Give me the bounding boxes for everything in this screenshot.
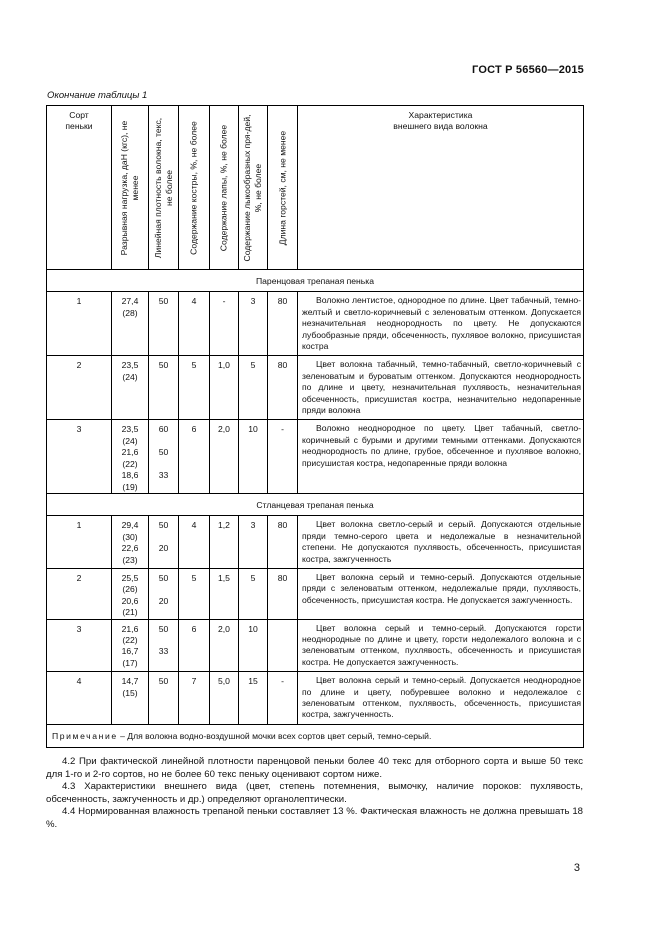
cell-density xyxy=(149,356,179,420)
cell-load-value: 27,4 xyxy=(121,296,139,307)
cell-load xyxy=(112,619,149,672)
cell-shive: 5 xyxy=(179,568,210,619)
cell-bast: 1,0 xyxy=(210,356,239,420)
cell-load-value: 20,6 xyxy=(121,595,139,606)
cell-load-value: 23,5 xyxy=(121,424,139,435)
cell-yarn: 3 xyxy=(239,516,268,569)
description-text: Волокно лентистое, однородное по длине. Цвет табачный, темно-желтый и светло-коричневый с зеленоватым оттенком. Допускается незначительная неоднородность по цвету. Не допускаются лубообразные пряди, обсеченность, пухлявое волокно, присушистая костра xyxy=(302,295,581,352)
cell-density-value: 50 xyxy=(158,623,169,634)
paragraph-4-3: 4.3 Характеристики внешнего вида (цвет, степень потемнения, вымочку, наличие пороков: пухлявость, обсеченность, зажгученность и др.) определяют органолептически. xyxy=(46,781,583,805)
cell-load xyxy=(112,568,149,619)
cell-density-value: 60 xyxy=(158,424,169,435)
cell-density xyxy=(149,292,179,356)
specification-table xyxy=(46,105,584,748)
body-paragraphs xyxy=(46,756,583,832)
cell-grade: 1 xyxy=(47,292,112,356)
cell-density xyxy=(149,420,179,493)
cell-length: 80 xyxy=(268,568,298,619)
cell-description xyxy=(298,672,584,725)
header-shive: Содержание костры, %, не более xyxy=(179,106,210,270)
cell-load-value: 21,6 xyxy=(121,623,139,634)
cell-bast: 2,0 xyxy=(210,619,239,672)
cell-load-value: (15) xyxy=(122,687,138,698)
cell-shive: 6 xyxy=(179,619,210,672)
cell-load-value: (21) xyxy=(122,607,138,618)
cell-load xyxy=(112,672,149,725)
cell-grade: 3 xyxy=(47,619,112,672)
table-row xyxy=(47,420,584,493)
note-label: Примечание xyxy=(52,730,118,741)
cell-description xyxy=(298,292,584,356)
cell-density-value: 50 xyxy=(158,520,169,531)
cell-density-value: 33 xyxy=(158,646,169,657)
header-density: Линейная плотность волокна, текс, не более xyxy=(149,106,179,270)
cell-grade: 2 xyxy=(47,356,112,420)
cell-shive: 4 xyxy=(179,516,210,569)
section-title: Паренцовая трепаная пенька xyxy=(47,270,584,292)
note-row xyxy=(47,724,584,747)
description-text: Волокно неоднородное по цвету. Цвет табачный, светло-коричневый с бурыми и другими темными оттенками. Допускаются неоднородность по длине, грубое, обсеченное и пухлявое волокно, присушистая костра, недопаренные пряди волокна xyxy=(302,423,581,468)
note-text: – Для волокна водно-воздушной мочки всех сортов цвет серый, темно-серый. xyxy=(120,730,432,741)
table-row xyxy=(47,619,584,672)
cell-load-value: (22) xyxy=(122,458,138,469)
cell-description xyxy=(298,568,584,619)
cell-load xyxy=(112,420,149,493)
description-text: Цвет волокна серый и темно-серый. Допускаются отдельные пряди с зеленоватым оттенком, недолежалые пряди, пухлявость, обсеченность, присушистая костра. Не допускается зажгученность. xyxy=(302,571,581,605)
cell-shive: 7 xyxy=(179,672,210,725)
header-load: Разрывная нагрузка, даН (кгс), не менее xyxy=(112,106,149,270)
document-code: ГОСТ Р 56560—2015 xyxy=(472,64,584,76)
description-text: Цвет волокна серый и темно-серый. Допускается неоднородное по длине и цвету, побуревшее волокно и недолежалое с зеленоватым оттенком, пухлявость, обсеченность, присушистая костра, зажгученность. xyxy=(302,675,581,720)
cell-bast: 1,2 xyxy=(210,516,239,569)
cell-density-value: 50 xyxy=(158,676,169,687)
cell-description xyxy=(298,420,584,493)
cell-yarn: 10 xyxy=(239,619,268,672)
cell-load xyxy=(112,516,149,569)
cell-density xyxy=(149,516,179,569)
section-row xyxy=(47,270,584,292)
cell-load-value: (26) xyxy=(122,584,138,595)
cell-shive: 4 xyxy=(179,292,210,356)
cell-load-value: (28) xyxy=(122,307,138,318)
note-cell xyxy=(47,724,584,747)
cell-yarn: 5 xyxy=(239,356,268,420)
cell-load-value: (24) xyxy=(122,435,138,446)
cell-length: 80 xyxy=(268,356,298,420)
cell-description xyxy=(298,356,584,420)
cell-bast: 5,0 xyxy=(210,672,239,725)
cell-grade: 2 xyxy=(47,568,112,619)
table-row xyxy=(47,672,584,725)
cell-grade: 3 xyxy=(47,420,112,493)
cell-load-value: 25,5 xyxy=(121,572,139,583)
cell-density xyxy=(149,568,179,619)
table-row xyxy=(47,292,584,356)
description-text: Цвет волокна светло-серый и серый. Допускаются отдельные пряди темно-серого цвета и недолежалые в незначительной степени. Не допускаются пухлявость, обсеченность, присушистая костра, зажгученность xyxy=(302,519,581,564)
table-row xyxy=(47,516,584,569)
cell-yarn: 15 xyxy=(239,672,268,725)
table-header-row xyxy=(47,106,584,270)
cell-shive: 6 xyxy=(179,420,210,493)
section-row xyxy=(47,493,584,515)
cell-bast: - xyxy=(210,292,239,356)
header-bast: Содержание лапы, %, не более xyxy=(210,106,239,270)
cell-load-value: (17) xyxy=(122,657,138,668)
cell-load-value: 29,4 xyxy=(121,520,139,531)
page-number: 3 xyxy=(573,862,580,874)
cell-yarn: 5 xyxy=(239,568,268,619)
cell-density-value: 20 xyxy=(158,543,169,554)
cell-density-value: 50 xyxy=(158,296,169,307)
cell-description xyxy=(298,516,584,569)
paragraph-4-4: 4.4 Нормированная влажность трепаной пеньки составляет 13 %. Фактическая влажность не должна превышать 18 %. xyxy=(46,806,583,830)
cell-length: - xyxy=(268,672,298,725)
cell-density xyxy=(149,672,179,725)
cell-yarn: 3 xyxy=(239,292,268,356)
cell-bast: 1,5 xyxy=(210,568,239,619)
cell-load xyxy=(112,292,149,356)
table-row xyxy=(47,356,584,420)
section-title: Стланцевая трепаная пенька xyxy=(47,493,584,515)
header-length: Длина горстей, см, не менее xyxy=(268,106,298,270)
cell-load-value: 14,7 xyxy=(121,676,139,687)
table-caption: Окончание таблицы 1 xyxy=(47,90,148,101)
cell-yarn: 10 xyxy=(239,420,268,493)
cell-density xyxy=(149,619,179,672)
cell-bast: 2,0 xyxy=(210,420,239,493)
cell-load-value: 23,5 xyxy=(121,360,139,371)
cell-length: 80 xyxy=(268,516,298,569)
cell-load-value: (22) xyxy=(122,634,138,645)
cell-density-value: 33 xyxy=(158,470,169,481)
cell-density-value: 20 xyxy=(158,595,169,606)
cell-load-value: 22,6 xyxy=(121,543,139,554)
cell-grade: 4 xyxy=(47,672,112,725)
cell-load-value: (24) xyxy=(122,371,138,382)
cell-load-value: (19) xyxy=(122,481,138,492)
cell-load-value: 16,7 xyxy=(121,646,139,657)
header-grade: Сорт пеньки xyxy=(47,106,112,270)
table-row xyxy=(47,568,584,619)
cell-load-value: 18,6 xyxy=(121,470,139,481)
cell-load-value: (30) xyxy=(122,531,138,542)
cell-length: - xyxy=(268,420,298,493)
cell-density-value: 50 xyxy=(158,447,169,458)
cell-grade: 1 xyxy=(47,516,112,569)
cell-length xyxy=(268,619,298,672)
cell-density-value: 50 xyxy=(158,360,169,371)
cell-shive: 5 xyxy=(179,356,210,420)
paragraph-4-2: 4.2 При фактической линейной плотности паренцовой пеньки более 40 текс для отборного сорта и выше 50 текс для 1-го и 2-го сортов, но не более 60 текс пеньку оценивают сортом ниже. xyxy=(46,756,583,780)
cell-load-value: (23) xyxy=(122,554,138,565)
description-text: Цвет волокна серый и темно-серый. Допускаются горсти неоднородные по длине и цвету, горсти недолежалого волокна и с зеленоватым оттенком, пухлявость, обсеченность и присушистая костра. Не допускается зажгученность. xyxy=(302,622,581,667)
header-characteristic: Характеристика внешнего вида волокна xyxy=(298,106,584,270)
cell-description xyxy=(298,619,584,672)
description-text: Цвет волокна табачный, темно-табачный, светло-коричневый с зеленоватым и буроватым оттенком. Допускаются неоднородность по длине и цвету, незначительная пухлявость, незначительная обсеченность, присушистая костра, незначительно недопаренные пряди волокна xyxy=(302,359,581,416)
cell-density-value: 50 xyxy=(158,572,169,583)
cell-load-value: 21,6 xyxy=(121,447,139,458)
header-yarn: Содержание лыкообразных пря-дей, %, не более xyxy=(239,106,268,270)
cell-length: 80 xyxy=(268,292,298,356)
cell-load xyxy=(112,356,149,420)
